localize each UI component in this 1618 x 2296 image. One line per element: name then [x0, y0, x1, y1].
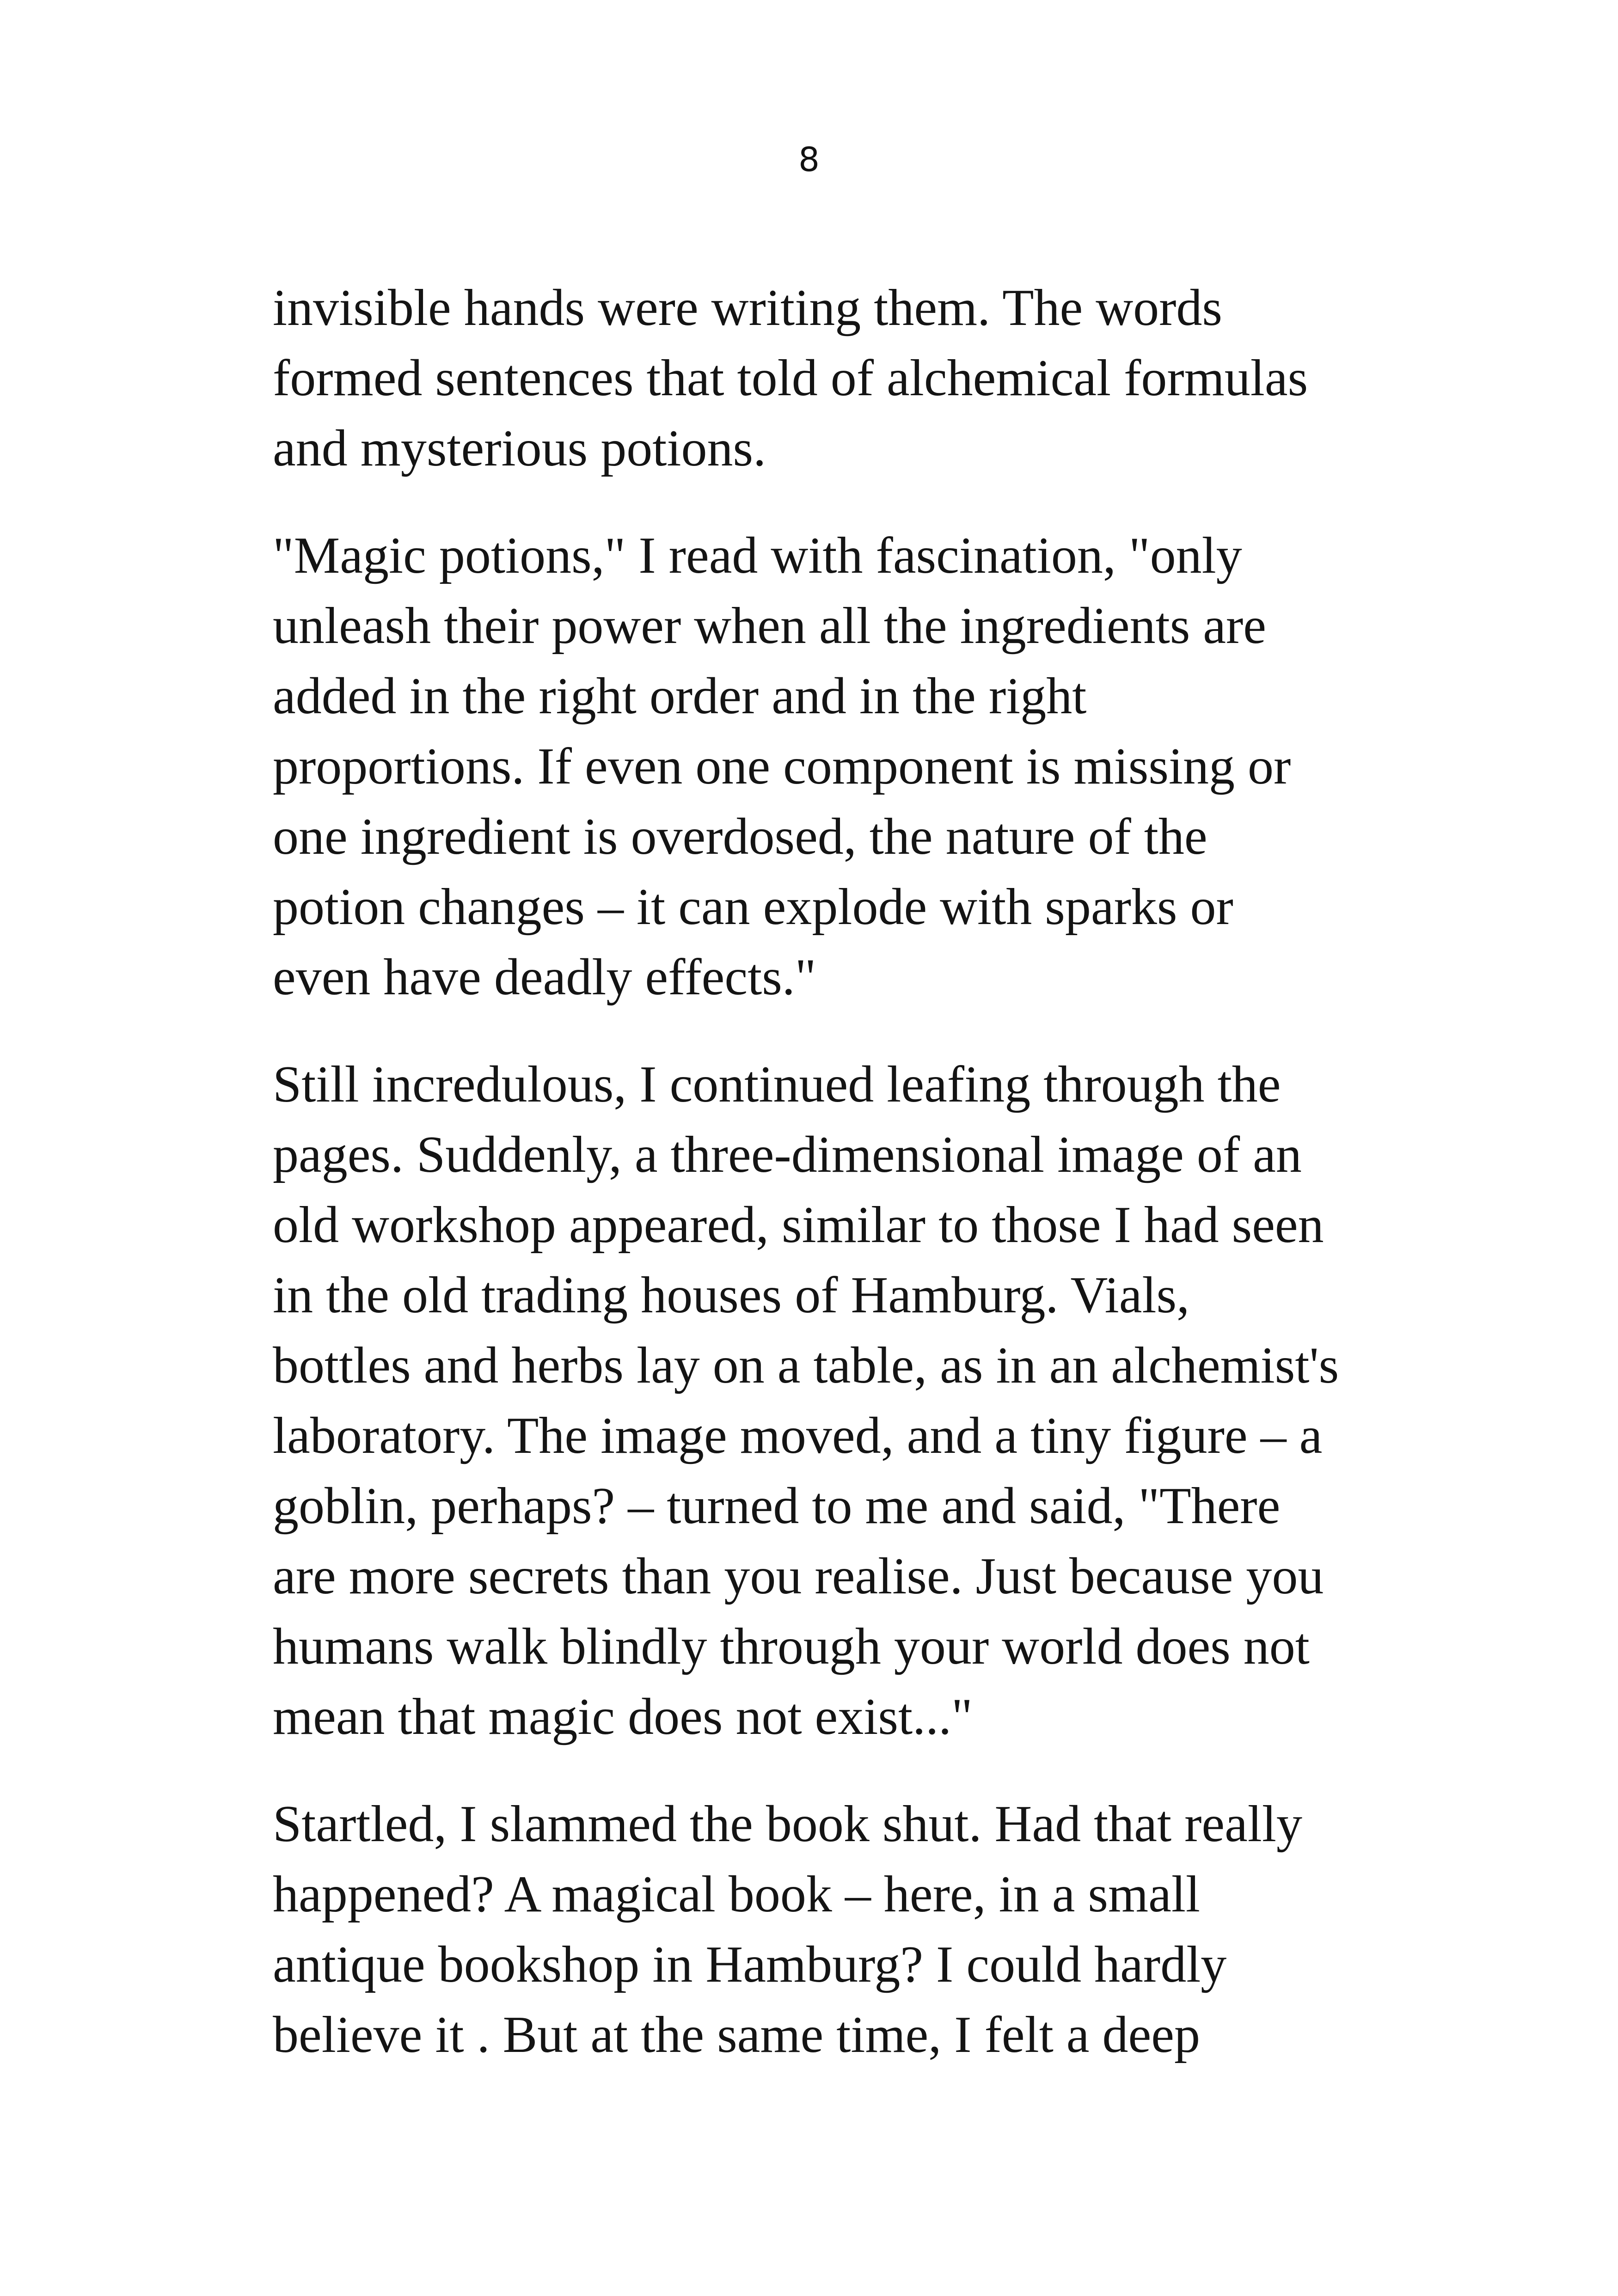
- text-line: potion changes – it can explode with sparks or: [273, 878, 1233, 936]
- text-line: and mysterious potions.: [273, 420, 766, 477]
- text-line: Startled, I slammed the book shut. Had that really: [273, 1795, 1303, 1853]
- text-line: old workshop appeared, similar to those I had seen: [273, 1196, 1324, 1254]
- text-line: in the old trading houses of Hamburg. Vials,: [273, 1267, 1190, 1324]
- text-line: pages. Suddenly, a three-dimensional image of an: [273, 1126, 1302, 1183]
- paragraph-4: [273, 1789, 1382, 2070]
- paragraph-3: [273, 1049, 1382, 1752]
- text-line: believe it . But at the same time, I felt a deep: [273, 2006, 1200, 2063]
- text-line: formed sentences that told of alchemical formulas: [273, 349, 1308, 407]
- text-line: Still incredulous, I continued leafing through the: [273, 1056, 1281, 1113]
- text-line: happened? A magical book – here, in a small: [273, 1866, 1201, 1923]
- text-line: unleash their power when all the ingredients are: [273, 597, 1266, 655]
- text-line: added in the right order and in the right: [273, 667, 1087, 725]
- paragraph-1: [273, 273, 1382, 484]
- text-line: are more secrets than you realise. Just because you: [273, 1548, 1324, 1605]
- text-line: even have deadly effects.": [273, 949, 816, 1006]
- text-line: "Magic potions," I read with fascination, "only: [273, 527, 1242, 584]
- text-line: mean that magic does not exist...": [273, 1688, 973, 1745]
- text-line: invisible hands were writing them. The words: [273, 279, 1223, 337]
- text-line: one ingredient is overdosed, the nature of the: [273, 808, 1207, 865]
- text-line: humans walk blindly through your world does not: [273, 1618, 1310, 1675]
- paragraph-2: [273, 520, 1382, 1012]
- text-line: laboratory. The image moved, and a tiny figure – a: [273, 1407, 1323, 1464]
- text-line: bottles and herbs lay on a table, as in an alchemist's: [273, 1337, 1339, 1394]
- body-text: [273, 273, 1382, 2107]
- text-line: antique bookshop in Hamburg? I could hardly: [273, 1936, 1227, 1993]
- text-line: goblin, perhaps? – turned to me and said, "There: [273, 1477, 1281, 1535]
- text-line: proportions. If even one component is missing or: [273, 738, 1291, 795]
- page-number: 8: [798, 140, 820, 179]
